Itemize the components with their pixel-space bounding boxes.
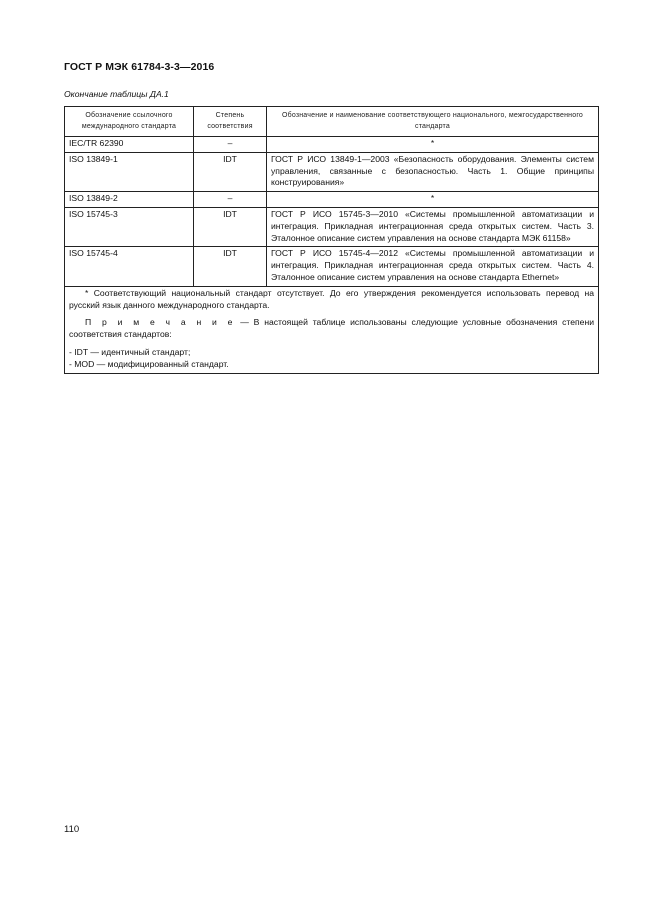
cell-degree: – — [194, 192, 267, 208]
table-row — [65, 207, 599, 246]
footnote: * Соответствующий национальный стандарт отсутствует. До его утверждения рекомендуется использовать перевод на русский язык данного международного стандарта. — [69, 287, 594, 310]
note — [69, 317, 594, 341]
cell-degree: – — [194, 137, 267, 153]
cell-national: ГОСТ Р ИСО 13849-1—2003 «Безопасность оборудования. Элементы систем управления, связанные с безопасностью. Часть 1. Общие принципы конструирования» — [267, 152, 599, 191]
cell-national: ГОСТ Р ИСО 15745-3—2010 «Системы промышленной автоматизации и интеграция. Прикладная интеграционная среда открытых систем. Часть 3. Эталонное описание систем управления на основе стандарта МЭК 61158» — [267, 207, 599, 246]
cell-national: ГОСТ Р ИСО 15745-4—2012 «Системы промышленной автоматизации и интеграция. Прикладная интеграционная среда открытых систем. Часть 4. Эталонное описание систем управления на основе стандарта Ethernet» — [267, 247, 599, 286]
table-notes — [65, 286, 599, 373]
cell-international: ISO 13849-2 — [65, 192, 194, 208]
cell-degree: IDT — [194, 247, 267, 286]
column-header-national: Обозначение и наименование соответствующего национального, межгосударственного стандарта — [267, 107, 599, 137]
column-header-degree: Степень соответствия — [194, 107, 267, 137]
cell-national: * — [267, 137, 599, 153]
table-caption: Окончание таблицы ДА.1 — [64, 89, 169, 99]
table-row — [65, 152, 599, 191]
cell-degree: IDT — [194, 207, 267, 246]
cell-international: ISO 15745-4 — [65, 247, 194, 286]
table-header-row — [65, 107, 599, 137]
cell-international: IEC/TR 62390 — [65, 137, 194, 153]
legend-item-idt: - IDT — идентичный стандарт; — [69, 346, 191, 357]
cell-national: * — [267, 192, 599, 208]
note-text: — В настоящей таблице использованы следующие условные обозначения степени соответствия стандартов: — [69, 317, 594, 340]
legend-item-mod: - MOD — модифицированный стандарт. — [69, 358, 229, 369]
table-row — [65, 137, 599, 153]
page-number: 110 — [64, 824, 80, 835]
cell-international: ISO 15745-3 — [65, 207, 194, 246]
column-header-international: Обозначение ссылочного международного стандарта — [65, 107, 194, 137]
standards-table — [64, 106, 599, 374]
cell-degree: IDT — [194, 152, 267, 191]
table-notes-row — [65, 286, 599, 373]
document-header: ГОСТ Р МЭК 61784-3-3—2016 — [64, 61, 215, 73]
cell-international: ISO 13849-1 — [65, 152, 194, 191]
table-row — [65, 192, 599, 208]
note-label: П р и м е ч а н и е — [85, 317, 236, 328]
table-row — [65, 247, 599, 286]
